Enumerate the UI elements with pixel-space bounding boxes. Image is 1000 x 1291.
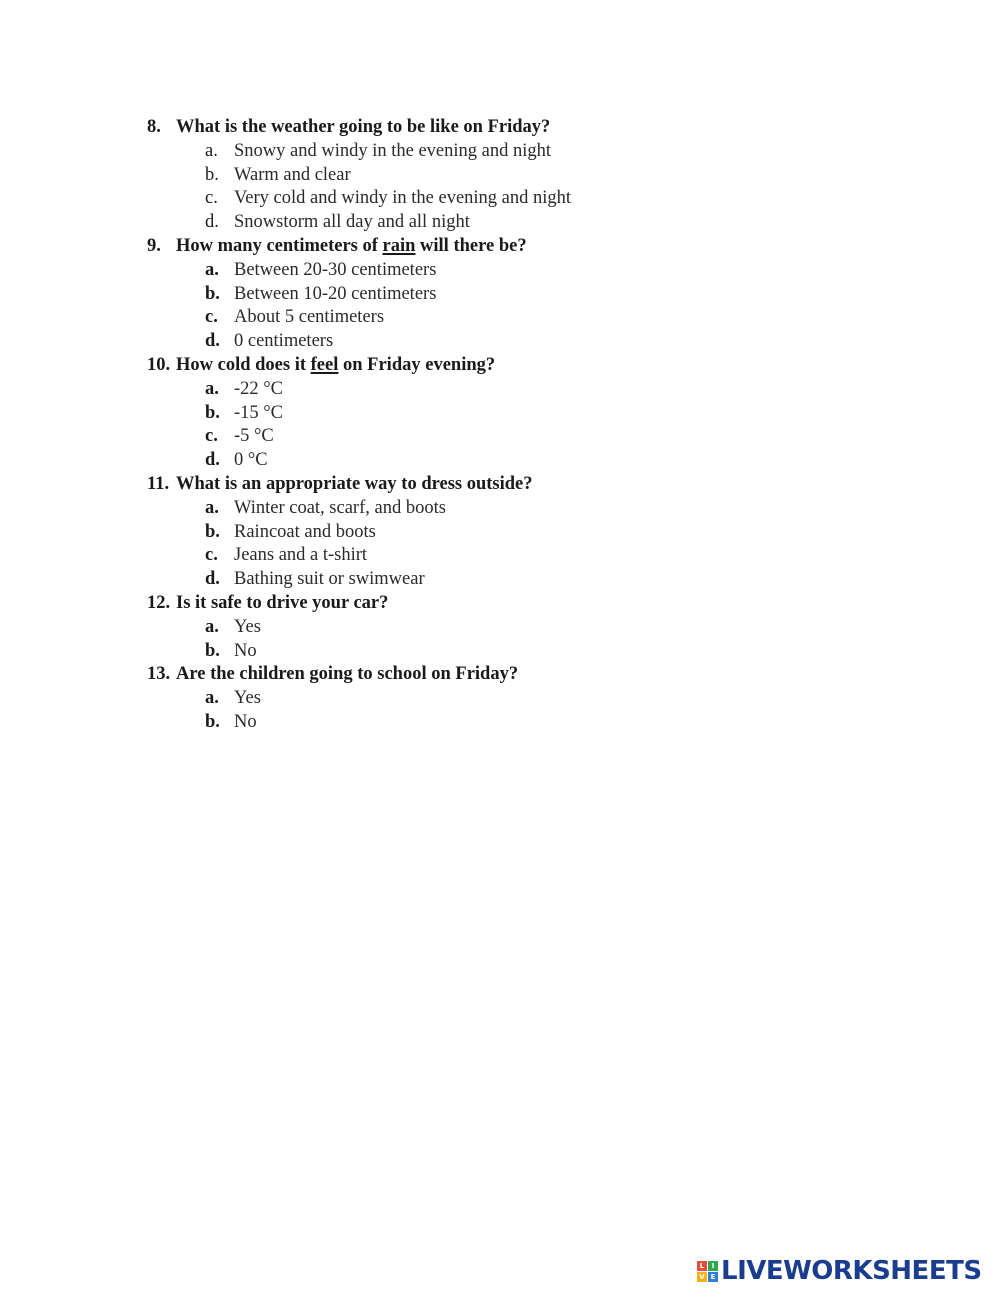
option-text: 0 °C bbox=[234, 450, 268, 471]
option-text: 0 centimeters bbox=[234, 331, 334, 352]
question-8 bbox=[147, 116, 847, 235]
question-number: 11. bbox=[147, 473, 170, 494]
option-letter: c. bbox=[205, 307, 218, 328]
option-text: About 5 centimeters bbox=[234, 307, 385, 328]
logo-blocks-icon bbox=[697, 1261, 718, 1282]
question-text-after: will there be? bbox=[415, 235, 527, 256]
option-letter: d. bbox=[205, 212, 219, 233]
logo-block-l: L bbox=[697, 1261, 707, 1271]
logo-block-i: I bbox=[708, 1261, 718, 1271]
option-13a[interactable] bbox=[147, 687, 847, 711]
option-text: Very cold and windy in the evening and night bbox=[234, 188, 572, 209]
option-letter: c. bbox=[205, 426, 218, 447]
option-letter: c. bbox=[205, 188, 218, 209]
option-letter: b. bbox=[205, 521, 220, 542]
question-text-before: How many centimeters of bbox=[176, 235, 383, 256]
option-11c[interactable] bbox=[147, 544, 847, 568]
option-text: Snowstorm all day and all night bbox=[234, 212, 470, 233]
question-text: Are the children going to school on Friday? bbox=[176, 664, 519, 685]
option-8a[interactable] bbox=[147, 140, 847, 164]
quiz bbox=[147, 116, 847, 735]
question-13 bbox=[147, 663, 847, 734]
option-10b[interactable] bbox=[147, 402, 847, 426]
option-10c[interactable] bbox=[147, 425, 847, 449]
option-letter: b. bbox=[205, 711, 220, 732]
question-9-title bbox=[147, 235, 847, 259]
option-letter: b. bbox=[205, 164, 219, 185]
question-number: 8. bbox=[147, 117, 161, 137]
option-letter: b. bbox=[205, 283, 220, 304]
question-9 bbox=[147, 235, 847, 354]
question-number: 10. bbox=[147, 354, 171, 375]
option-11b[interactable] bbox=[147, 521, 847, 545]
option-text: -22 °C bbox=[234, 378, 284, 399]
option-text: Yes bbox=[234, 616, 261, 637]
option-8d[interactable] bbox=[147, 211, 847, 235]
option-9d[interactable] bbox=[147, 330, 847, 354]
question-11 bbox=[147, 473, 847, 592]
question-8-title bbox=[147, 116, 847, 140]
option-8b[interactable] bbox=[147, 164, 847, 188]
option-letter: b. bbox=[205, 402, 220, 423]
option-text: No bbox=[234, 711, 257, 732]
option-text: Yes bbox=[234, 688, 261, 709]
option-text: No bbox=[234, 640, 257, 661]
option-text: Raincoat and boots bbox=[234, 521, 376, 542]
question-text-before: How cold does it bbox=[176, 354, 311, 375]
question-text bbox=[176, 355, 495, 375]
option-text: Jeans and a t-shirt bbox=[234, 545, 368, 566]
liveworksheets-logo bbox=[697, 1256, 982, 1286]
option-text: Between 10-20 centimeters bbox=[234, 283, 437, 304]
option-12a[interactable] bbox=[147, 616, 847, 640]
option-13b[interactable] bbox=[147, 711, 847, 735]
option-10a[interactable] bbox=[147, 378, 847, 402]
option-letter: a. bbox=[205, 140, 218, 161]
question-12 bbox=[147, 592, 847, 663]
question-text bbox=[176, 236, 527, 256]
option-10d[interactable] bbox=[147, 449, 847, 473]
question-text-after: on Friday evening? bbox=[338, 354, 496, 375]
question-text: Is it safe to drive your car? bbox=[176, 592, 389, 613]
option-text: -15 °C bbox=[234, 402, 284, 423]
option-text: Winter coat, scarf, and boots bbox=[234, 497, 446, 518]
option-text: Bathing suit or swimwear bbox=[234, 569, 425, 590]
underlined-keyword: feel bbox=[310, 354, 339, 375]
option-12b[interactable] bbox=[147, 640, 847, 664]
option-9b[interactable] bbox=[147, 283, 847, 307]
question-text: What is the weather going to be like on Friday? bbox=[176, 117, 551, 137]
option-9a[interactable] bbox=[147, 259, 847, 283]
option-text: Between 20-30 centimeters bbox=[234, 259, 437, 280]
option-text: Snowy and windy in the evening and night bbox=[234, 140, 552, 161]
option-9c[interactable] bbox=[147, 306, 847, 330]
question-11-title bbox=[147, 473, 847, 497]
option-8c[interactable] bbox=[147, 187, 847, 211]
option-letter: b. bbox=[205, 640, 220, 661]
option-letter: a. bbox=[205, 259, 219, 280]
option-text: -5 °C bbox=[234, 426, 274, 447]
option-letter: c. bbox=[205, 545, 218, 566]
option-letter: a. bbox=[205, 688, 219, 709]
question-10-title bbox=[147, 354, 847, 378]
option-letter: a. bbox=[205, 378, 219, 399]
option-letter: d. bbox=[205, 331, 220, 352]
option-letter: d. bbox=[205, 450, 220, 471]
option-letter: a. bbox=[205, 497, 219, 518]
question-number: 12. bbox=[147, 592, 171, 613]
logo-block-v: V bbox=[697, 1272, 707, 1282]
question-text: What is an appropriate way to dress outside? bbox=[176, 473, 533, 494]
option-text: Warm and clear bbox=[234, 164, 351, 185]
option-letter: d. bbox=[205, 569, 220, 590]
question-12-title bbox=[147, 592, 847, 616]
option-11a[interactable] bbox=[147, 497, 847, 521]
logo-text: LIVEWORKSHEETS bbox=[721, 1256, 982, 1286]
question-number: 13. bbox=[147, 664, 171, 685]
option-letter: a. bbox=[205, 616, 219, 637]
question-number: 9. bbox=[147, 235, 161, 256]
option-11d[interactable] bbox=[147, 568, 847, 592]
question-10 bbox=[147, 354, 847, 473]
underlined-keyword: rain bbox=[382, 235, 416, 256]
question-13-title bbox=[147, 663, 847, 687]
logo-block-e: E bbox=[708, 1272, 718, 1282]
